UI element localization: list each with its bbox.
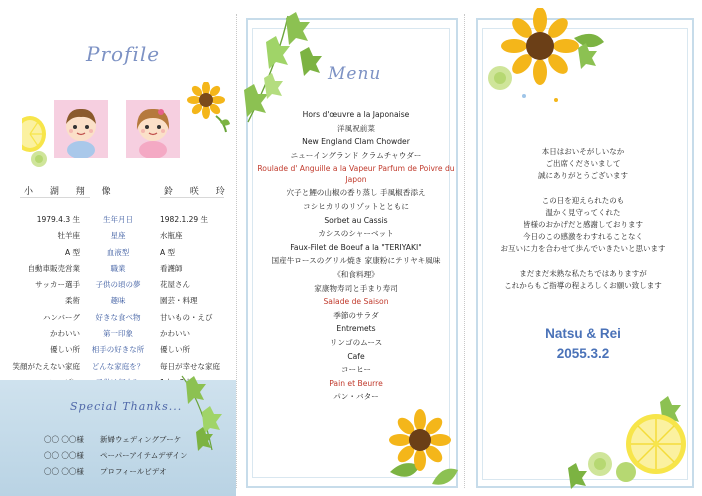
thanks-role: ペーパーアイテムデザイン (100, 451, 188, 460)
bride-answer: かわいい (160, 329, 190, 339)
bride-avatar-icon (126, 100, 180, 158)
menu-list (248, 108, 464, 404)
menu-item: New England Clam Chowder (302, 137, 410, 147)
bride-portrait (126, 100, 180, 158)
profile-row (0, 228, 236, 244)
bride-answer: 甘いもの・えび (160, 312, 213, 322)
menu-item: Sorbet au Cassis (324, 215, 388, 225)
groom-answer: ハンバーグ (43, 312, 80, 322)
profile-question: 血液型 (106, 247, 130, 257)
profile-row (0, 342, 236, 358)
sunflower-bouquet-icon (380, 392, 460, 488)
menu-item: 《和食料理》 (333, 269, 379, 279)
groom-name: 小 湖 翔 像 (24, 187, 118, 197)
menu-item: Cafe (347, 351, 365, 361)
bride-answer: A 型 (160, 247, 176, 257)
bride-answer: 毎日が幸せな家庭 (160, 361, 220, 371)
groom-answer: A 型 (64, 247, 80, 257)
profile-question: 相手の好きな所 (91, 345, 145, 355)
groom-name-rule (20, 197, 90, 198)
thanks-role: プロフィールビデオ (100, 467, 167, 476)
groom-portrait (54, 100, 108, 158)
bride-answer: 花屋さん (160, 280, 190, 290)
bride-answer: 園芸・料理 (160, 296, 198, 306)
thanks-row (44, 450, 188, 461)
bride-answer: 看護師 (160, 263, 183, 273)
special-thanks-title: Special Thanks... (70, 400, 183, 413)
menu-item: 季節のサラダ (333, 310, 379, 320)
thanks-role: 新婦ウェディングブーケ (100, 435, 182, 444)
greeting-message (464, 146, 702, 292)
profile-row (0, 293, 236, 309)
message-line: 皆様のおかげだと感謝しております (523, 220, 643, 230)
menu-item: コーヒー (340, 365, 372, 375)
groom-answer: 柔術 (65, 296, 80, 306)
groom-answer: 牡羊座 (57, 231, 80, 241)
groom-answer: 笑顔がたえない家庭 (12, 361, 80, 371)
profile-question: どんな家庭を？ (91, 361, 145, 371)
message-line: まだまだ未熟な私たちではありますが (519, 268, 647, 278)
sunflower-icon (186, 82, 230, 134)
menu-panel (236, 0, 464, 496)
menu-item: Entremets (336, 324, 376, 334)
message-line: 今日のこの感激をわすれることなく (523, 232, 643, 242)
menu-title: Menu (328, 64, 382, 84)
menu-item: パン・バター (333, 392, 379, 402)
groom-answer: 優しい所 (50, 345, 80, 355)
menu-item: Pain et Beurre (329, 378, 383, 388)
groom-avatar-icon (54, 100, 108, 158)
message-line: 温かく見守ってくれた (545, 207, 621, 217)
message-line: 本日はおいそがしいなか (541, 147, 625, 156)
groom-answer: 自動車販売営業 (27, 263, 80, 273)
profile-row (0, 277, 236, 293)
profile-question: 職業 (110, 263, 126, 273)
profile-row (0, 245, 236, 261)
thanks-name: 〇〇 〇〇様 (44, 435, 84, 444)
message-line: この日を迎えられたのも (541, 195, 625, 205)
menu-item: Salade de Saison (323, 297, 389, 307)
profile-question: 子供の頃の夢 (95, 280, 141, 290)
menu-item: 洋風祝前菜 (337, 123, 375, 133)
wedding-date: 2055.3.2 (556, 346, 610, 361)
bride-answer: 優しい所 (160, 345, 190, 355)
groom-answer: 1979.4.3 生 (36, 215, 80, 224)
profile-row (0, 212, 236, 228)
couple-names: Natsu & Rei (545, 326, 621, 341)
profile-title: Profile (86, 42, 161, 66)
profile-question: 第一印象 (103, 329, 133, 339)
profile-row (0, 310, 236, 326)
bride-answer: 1982.1.29 生 (160, 215, 209, 224)
profile-table (0, 212, 236, 391)
thanks-row (44, 466, 167, 477)
couple-signature (464, 324, 702, 364)
menu-item: Faux-Filet de Boeuf a la "TERIYAKI" (290, 242, 422, 252)
profile-row (0, 261, 236, 277)
message-spacer (464, 256, 702, 268)
message-panel (464, 0, 702, 496)
menu-item: Hors d'œuvre a la Japonaise (302, 110, 410, 119)
groom-answer: サッカー選手 (35, 280, 80, 290)
thanks-name: 〇〇 〇〇様 (44, 451, 84, 460)
green-pompom-icon (30, 150, 48, 168)
groom-answer: かわいい (50, 329, 80, 339)
profile-question: 星座 (110, 231, 126, 241)
menu-item: コシヒカリのリゾットとともに (303, 201, 409, 211)
message-line: お互いに力を合わせて歩んでいきたいと思います (500, 244, 666, 254)
menu-item: リンゴのムース (329, 337, 383, 347)
menu-item: 穴子と鯉の山椒の香り蒸し 手風椒香添え (286, 188, 426, 198)
message-spacer (464, 183, 702, 195)
menu-item: 家康物寿司と手まり寿司 (314, 283, 398, 293)
thanks-row (44, 434, 181, 445)
menu-item: ニューイングランド クラムチャウダー (290, 150, 422, 160)
menu-item: カシスのシャーベット (318, 229, 394, 239)
bride-answer: 水瓶座 (160, 231, 183, 241)
profile-panel (0, 0, 236, 496)
profile-question: 好きな食べ物 (95, 312, 141, 322)
profile-question: 趣味 (110, 296, 126, 306)
bride-name-rule (160, 197, 224, 198)
sunflower-cluster-icon (478, 8, 618, 108)
bride-name: 鈴 咲 玲 (164, 187, 232, 197)
lemon-cluster-icon (560, 388, 696, 492)
menu-item: 国産牛ロースのグリル焼き 家康粉にテリヤキ風味 (271, 256, 441, 266)
menu-item: Roulade d' Anguille a la Vapeur Parfum de Poivre du Japon (257, 164, 455, 185)
message-line: 誠にありがとうございます (538, 171, 628, 181)
message-line: ご出席くださいまして (545, 159, 621, 169)
thanks-name: 〇〇 〇〇様 (44, 467, 84, 476)
profile-question: 生年月日 (103, 215, 133, 224)
profile-row (0, 326, 236, 342)
lemon-icon (22, 114, 48, 154)
message-line: これからもご指導の程よろしくお願い致します (504, 280, 662, 290)
